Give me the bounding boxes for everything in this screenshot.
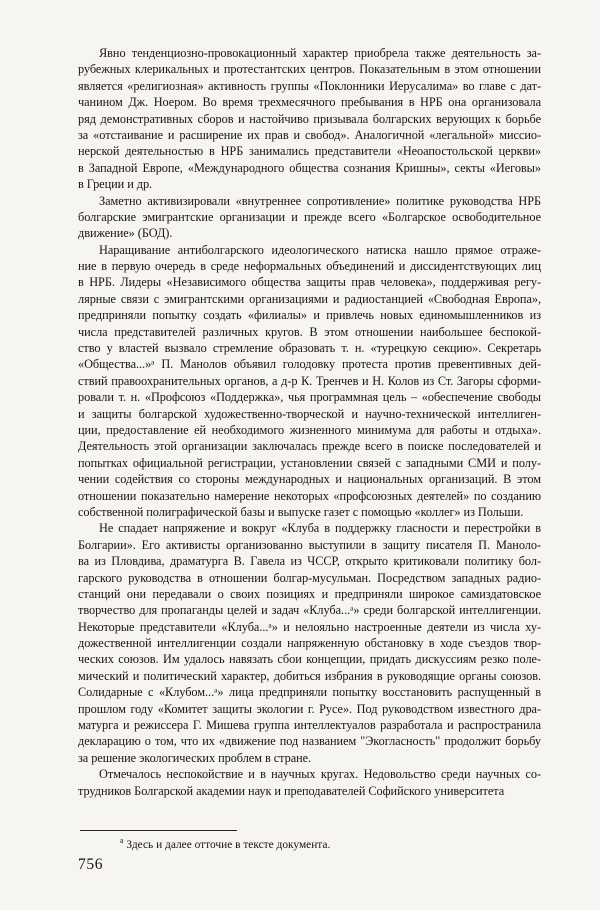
text-line: чанином Дж. Ноером. Во время трехмесячного пребывания в НРБ она организовала [78,95,541,110]
text-line: предприняли попытку создать «филиалы» и привлечь новых единомышленников из [78,308,541,323]
paragraph [78,45,541,193]
paragraph [78,193,541,242]
text-line: за «отстаивание и расширение их прав и свобод». Аналогичной «легальной» миссио- [78,127,541,142]
text-line: декларацию о том, что их «движение под названием "Экогласность" продолжит борьбу [78,734,541,749]
paragraph [78,766,541,799]
text-line: ствий правоохранительных органов, а д-р К. Тренчев и Н. Колов из Ст. Загоры сформи- [78,373,541,388]
text-line: является «религиозная» активность группы «Поклонники Иерусалима» во главе с дат- [78,78,541,93]
text-line: Деятельность этой организации заключалась прежде всего в поиске последователей и [78,439,541,454]
text-line: собственной полиграфической базы и выпуске газет с помощью «коллег» из Польши. [78,504,524,519]
text-line: числа представителей различных кругов. В этом отношении наибольшее беспокой- [78,324,541,339]
page-number: 756 [78,856,104,873]
text-line: ство у властей вызвало стремление образовать т. н. «турецкую секцию». Секретарь [78,341,541,356]
text-line: болгарские эмигрантские организации и прежде всего «Болгарское освободительное [78,209,541,224]
text-line: нерской деятельностью в НРБ занимались представители «Неоапостольской церкви» [78,144,541,159]
text-line: Болгарии». Его активисты организованно выступили в защиту писателя П. Маноло- [78,537,541,552]
paragraph [78,520,541,766]
text-line: ряд демонстративных сборов и настойчиво призывала болгарских верующих к борьбе [78,111,541,126]
text-line: прошлом году «Комитет защиты экологии г. Русе». Под руководством известного дра- [78,701,541,716]
text-line: «Общества...»ᵃ П. Манолов объявил голодовку протеста против превентивных дей- [78,357,541,372]
text-line: в Греции и др. [78,177,153,192]
text-line: и защиты болгарской художественно-творческой и научно-технической интеллиген- [78,406,541,421]
text-line: в НРБ. Лидеры «Независимого общества защиты прав человека», поддерживая регу- [78,275,541,290]
text-line: мический и политический характер, добиться избрания в руководящие органы союзов. [78,668,541,683]
text-line: отношении показательно намерение некоторых «профсоюзных деятелей» по созданию [78,488,541,503]
paragraph [78,242,541,521]
text-line: ровали т. н. «Профсоюз «Поддержка», чья программная цель – «обеспечение свободы [78,390,541,405]
text-line: Не спадает напряжение и вокруг «Клуба в поддержку гласности и перестройки в [99,521,541,536]
text-line: Отмечалось неспокойствие и в научных кругах. Недовольство среди научных со- [99,767,541,782]
text-line: ние в первую очередь в среде неформальных объединений и диссидентствующих лиц [78,259,541,274]
text-line: Заметно активизировали «внутреннее сопротивление» политике руководства НРБ [99,193,541,208]
text-line: дожественной интеллигенции создали напряженную обстановку в ходе съездов твор- [78,636,541,651]
text-line: чении содействия со стороны международных и национальных организаций. В этом [78,472,541,487]
footnote-divider [80,830,237,831]
text-line: Некоторые представители «Клуба...ᵃ» и нелояльно настроенные деятели из числа ху- [78,619,541,634]
text-line: движение» (БОД). [78,226,173,241]
document-body [78,45,541,799]
footnote-text: Здесь и далее отточие в тексте документа. [126,839,331,851]
text-line: в Западной Европе, «Международного общества сознания Кришны», секты «Иеговы» [78,160,541,175]
footnote-marker: а [120,836,124,846]
text-line: гарского руководства в отношении болгар-мусульман. Посредством западных радио- [78,570,541,585]
text-line: лярные связи с эмигрантскими организациями и радиостанцией «Свободная Европа», [78,291,541,306]
text-line: творчество для пропаганды целей и задач «Клуба...ᵃ» среди болгарской интеллигенции. [78,603,541,618]
text-line: ва из Пловдива, драматурга В. Гавела из ЧССР, открыто критиковали политику бол- [78,554,541,569]
text-line: Явно тенденциозно-провокационный характер приобрела также деятельность за- [99,46,541,60]
text-line: матурга и режиссера Г. Мишева группа интеллектуалов разработала и распространила [78,718,541,733]
text-line: станций они передавали о своих позициях и предприняли широкое самиздатовское [78,586,541,601]
text-line: трудников Болгарской академии наук и преподавателей Софийского университета [78,783,505,798]
text-line: ции, предоставление ей необходимого жизненного минимума для работы и отдыха». [78,422,541,437]
text-line: попытках официальной регистрации, установлении связей с западными СМИ и полу- [78,455,541,470]
text-line: Солидарные с «Клубом...ᵃ» лица предприняли попытку восстановить распущенный в [78,685,541,700]
text-line: за решение экологических проблем в стране. [78,750,312,765]
text-line: Наращивание антиболгарского идеологического натиска нашло прямое отраже- [99,242,541,257]
footnote [78,838,541,853]
text-line: рубежных клерикальных и протестантских центров. Показательным в этом отношении [78,62,541,77]
text-line: ческих союзов. Им удалось навязать сбои концепции, придать дискуссиям резко поле- [78,652,541,667]
